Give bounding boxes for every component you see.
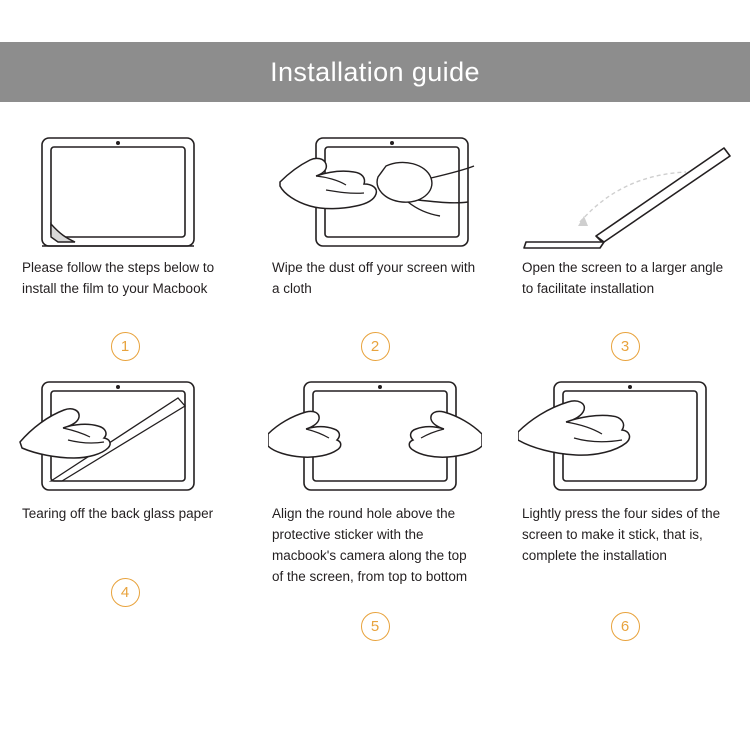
- step-card-1: [0, 130, 250, 376]
- step-number-5: 5: [361, 612, 390, 641]
- step-card-6: [500, 376, 750, 656]
- step-illustration-2: [268, 130, 482, 258]
- step-number-4: 4: [111, 578, 140, 607]
- steps-grid: [0, 130, 750, 656]
- step-number-wrap-1: [18, 332, 232, 376]
- step-caption-5: Align the round hole above the protective sticker with the macbook's camera along the top of the screen, from top to bottom: [272, 506, 468, 584]
- step-card-5: [250, 376, 500, 656]
- step-number-1: 1: [111, 332, 140, 361]
- step-illustration-5: [268, 376, 482, 504]
- step-caption-2: Wipe the dust off your screen with a cloth: [272, 260, 476, 296]
- page-header: [0, 42, 750, 102]
- step-caption-6: Lightly press the four sides of the screen to make it stick, that is, complete the installation: [522, 506, 721, 563]
- step-number-6: 6: [611, 612, 640, 641]
- step-illustration-4: [18, 376, 232, 504]
- step-illustration-1: [18, 130, 232, 258]
- step-number-wrap-3: [518, 332, 732, 376]
- page-title: Installation guide: [270, 56, 480, 87]
- step-number-wrap-6: [518, 612, 732, 656]
- step-caption-1: Please follow the steps below to install the film to your Macbook: [22, 260, 215, 296]
- step-illustration-6: [518, 376, 732, 504]
- step-number-2: 2: [361, 332, 390, 361]
- step-caption-4: Tearing off the back glass paper: [22, 506, 214, 521]
- step-number-wrap-4: [18, 578, 232, 622]
- step-number-3: 3: [611, 332, 640, 361]
- step-illustration-3: [518, 130, 732, 258]
- step-caption-3: Open the screen to a larger angle to facilitate installation: [522, 260, 724, 296]
- step-card-4: [0, 376, 250, 656]
- step-number-wrap-5: [268, 612, 482, 656]
- step-card-3: [500, 130, 750, 376]
- step-card-2: [250, 130, 500, 376]
- step-number-wrap-2: [268, 332, 482, 376]
